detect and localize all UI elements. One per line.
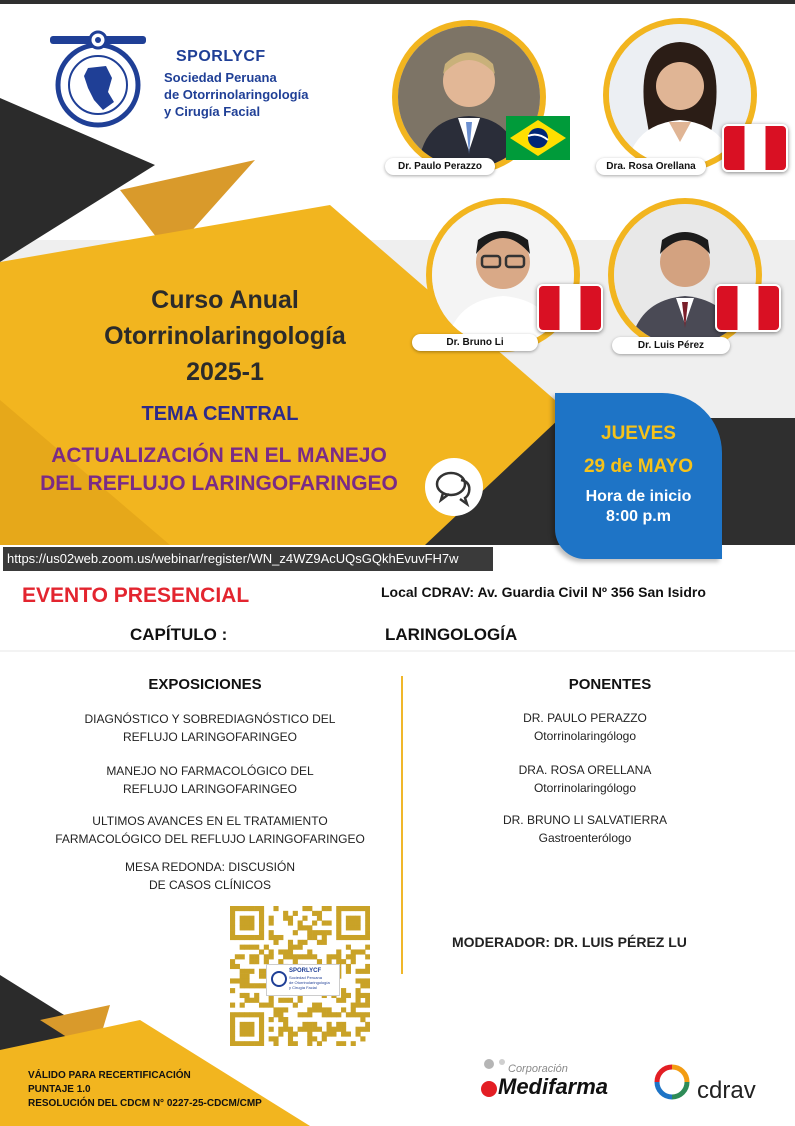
ponente-specialty: Otorrinolaringólogo — [533, 729, 637, 743]
course-title-line-3: 2025-1 — [186, 358, 264, 386]
ponente-specialty: Gastroenterólogo — [538, 831, 632, 845]
course-title-line-2: Otorrinolaringología — [104, 322, 346, 350]
section-divider — [0, 650, 795, 652]
chapter-label: CAPÍTULO : — [130, 625, 228, 644]
exposicion-item — [40, 812, 380, 848]
qr-logo-panel — [266, 964, 340, 996]
course-title — [60, 282, 390, 390]
event-location: Local CDRAV: Av. Guardia Civil Nº 356 San Isidro — [381, 584, 706, 600]
org-name-line-1: Sociedad Peruana — [164, 70, 277, 85]
start-label: Hora de inicio — [585, 488, 692, 505]
ponente-name: DR. PAULO PERAZZO — [523, 711, 647, 725]
org-abbreviation: SPORLYCF — [176, 48, 266, 65]
peru-flag-icon — [715, 284, 781, 332]
chapter-value: LARINGOLOGÍA — [385, 625, 518, 644]
exposicion-line: REFLUJO LARINGOFARINGEO — [122, 730, 298, 744]
ponente-name: DRA. ROSA ORELLANA — [518, 763, 652, 777]
subject-line-2: DEL REFLUJO LARINGOFARINGEO — [40, 472, 398, 495]
exposicion-line: ULTIMOS AVANCES EN EL TRATAMIENTO — [92, 814, 328, 828]
qr-logo-name — [289, 975, 330, 990]
chat-icon — [425, 458, 483, 516]
qr-logo-line-2: de Otorrinolaringología — [289, 980, 330, 985]
event-type: EVENTO PRESENCIAL — [22, 584, 250, 607]
tema-central-label: TEMA CENTRAL — [141, 403, 299, 425]
qr-code[interactable] — [230, 906, 370, 1046]
speaker-name-orellana: Dra. Rosa Orellana — [596, 158, 706, 175]
event-date: 29 de MAYO — [583, 456, 694, 477]
central-subject — [14, 442, 424, 498]
brazil-flag-icon — [506, 116, 570, 160]
qr-logo-icon — [271, 971, 287, 987]
moderator: MODERADOR: DR. LUIS PÉREZ LU — [452, 934, 687, 950]
org-name-line-3: y Cirugía Facial — [164, 104, 261, 119]
validity-line: PUNTAJE 1.0 — [28, 1084, 91, 1095]
qr-logo-abbr: SPORLYCF — [289, 968, 322, 974]
peru-flag-icon — [722, 124, 788, 172]
exposicion-line: MANEJO NO FARMACOLÓGICO DEL — [106, 764, 314, 778]
speaker-name-perez: Dr. Luis Pérez — [612, 337, 730, 354]
cdrav-logo-icon — [654, 1064, 690, 1100]
exposicion-line: FARMACOLÓGICO DEL REFLUJO LARINGOFARINGEO — [55, 832, 365, 846]
ponente-specialty: Otorrinolaringólogo — [533, 781, 637, 795]
exposicion-item — [40, 710, 380, 746]
exposicion-item — [40, 762, 380, 798]
speaker-name-perazzo: Dr. Paulo Perazzo — [385, 158, 495, 175]
exposicion-line: MESA REDONDA: DISCUSIÓN — [124, 860, 296, 874]
medifarma-logo-text: Medifarma — [498, 1074, 609, 1099]
exposicion-item — [40, 858, 380, 894]
event-start — [555, 487, 722, 527]
qr-logo-line-1: Sociedad Peruana — [289, 975, 322, 980]
ponentes-heading: PONENTES — [568, 676, 652, 693]
ponente-item — [470, 811, 700, 847]
org-name-line-2: de Otorrinolaringología — [164, 87, 309, 102]
society-logo — [48, 30, 148, 130]
registration-link[interactable]: https://us02web.zoom.us/webinar/register/WN_z4WZ9AcUQsGQkhEvuvFH7w — [3, 547, 493, 571]
subject-line-1: ACTUALIZACIÓN EN EL MANEJO — [51, 444, 387, 467]
column-divider — [401, 676, 403, 974]
speaker-name-li: Dr. Bruno Li — [412, 334, 538, 351]
peru-flag-icon — [537, 284, 603, 332]
validity-note — [28, 1069, 262, 1111]
ponente-item — [470, 709, 700, 745]
validity-line: VÁLIDO PARA RECERTIFICACIÓN — [28, 1070, 191, 1081]
exposicion-line: REFLUJO LARINGOFARINGEO — [122, 782, 298, 796]
course-title-line-1: Curso Anual — [151, 286, 299, 314]
event-day: JUEVES — [601, 423, 676, 444]
validity-line: RESOLUCIÓN DEL CDCM N° 0227-25-CDCM/CMP — [28, 1098, 262, 1109]
exposicion-line: DIAGNÓSTICO Y SOBREDIAGNÓSTICO DEL — [84, 712, 336, 726]
start-time: 8:00 p.m — [606, 508, 671, 525]
exposicion-line: DE CASOS CLÍNICOS — [148, 878, 272, 892]
ponente-item — [470, 761, 700, 797]
medifarma-corporation: Corporación — [508, 1063, 568, 1075]
ponente-name: DR. BRUNO LI SALVATIERRA — [502, 813, 668, 827]
cdrav-logo-text: cdrav — [697, 1077, 756, 1104]
qr-logo-line-3: y Cirugía Facial — [289, 985, 317, 990]
exposiciones-heading: EXPOSICIONES — [148, 676, 262, 693]
